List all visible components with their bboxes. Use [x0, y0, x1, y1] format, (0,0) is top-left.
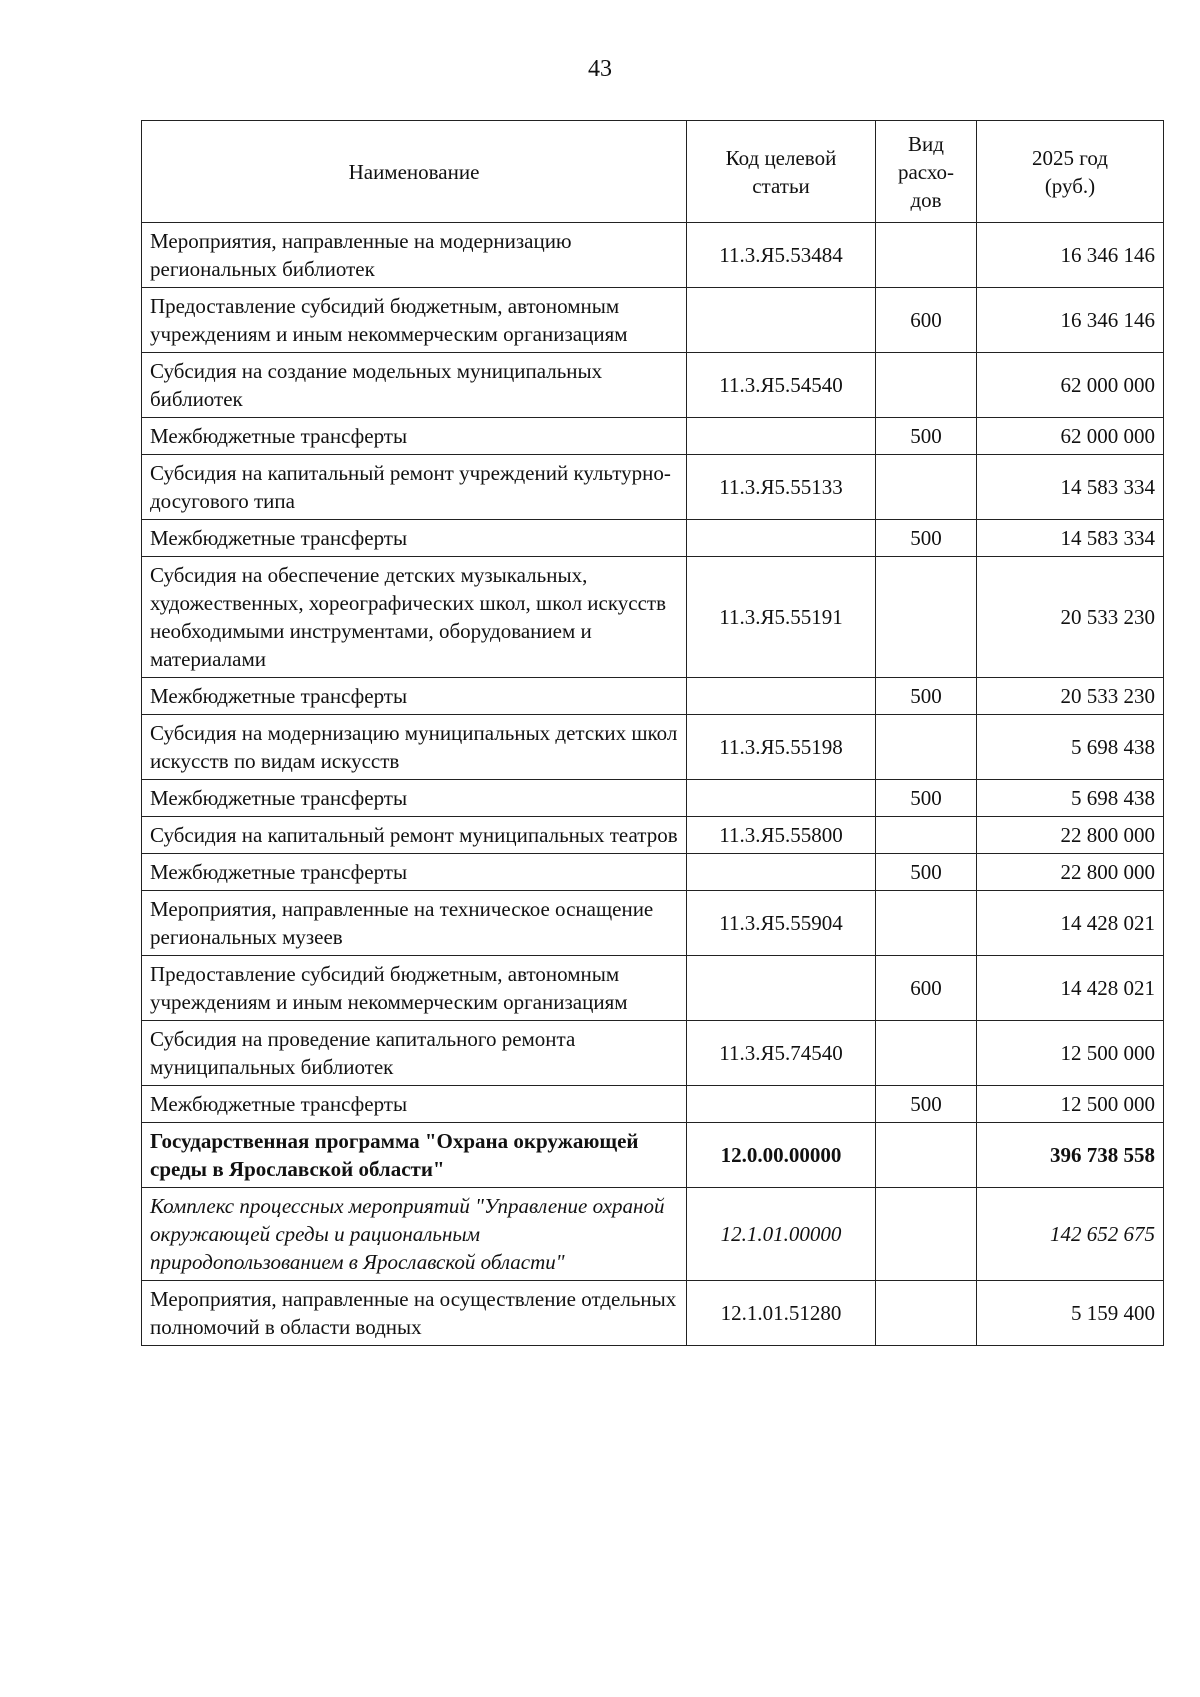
cell-amount: 14 428 021	[977, 891, 1164, 956]
cell-name: Межбюджетные трансферты	[142, 854, 687, 891]
cell-code: 12.1.01.51280	[687, 1281, 876, 1346]
cell-code	[687, 1086, 876, 1123]
cell-name: Межбюджетные трансферты	[142, 418, 687, 455]
cell-kind	[876, 1021, 977, 1086]
cell-name: Предоставление субсидий бюджетным, автономным учреждениям и иным некоммерческим организациям	[142, 288, 687, 353]
cell-name: Межбюджетные трансферты	[142, 1086, 687, 1123]
cell-kind	[876, 817, 977, 854]
header-amount	[977, 121, 1164, 223]
cell-amount: 142 652 675	[977, 1188, 1164, 1281]
table-row	[142, 1188, 1164, 1281]
cell-kind	[876, 455, 977, 520]
table-row	[142, 854, 1164, 891]
table-row	[142, 891, 1164, 956]
cell-kind	[876, 1281, 977, 1346]
cell-name: Мероприятия, направленные на техническое оснащение региональных музеев	[142, 891, 687, 956]
cell-code	[687, 418, 876, 455]
cell-code: 11.3.Я5.55133	[687, 455, 876, 520]
table-row	[142, 1086, 1164, 1123]
cell-code: 11.3.Я5.54540	[687, 353, 876, 418]
cell-name: Межбюджетные трансферты	[142, 678, 687, 715]
cell-amount: 16 346 146	[977, 223, 1164, 288]
cell-kind: 500	[876, 780, 977, 817]
cell-name: Мероприятия, направленные на модернизацию региональных библиотек	[142, 223, 687, 288]
cell-code: 11.3.Я5.53484	[687, 223, 876, 288]
cell-code	[687, 520, 876, 557]
table-row	[142, 288, 1164, 353]
header-name-label: Наименование	[348, 159, 480, 184]
cell-amount: 22 800 000	[977, 854, 1164, 891]
cell-code: 11.3.Я5.74540	[687, 1021, 876, 1086]
header-code	[687, 121, 876, 223]
header-amount-line1: 2025 год	[1032, 145, 1108, 170]
cell-amount: 62 000 000	[977, 418, 1164, 455]
table-header-row	[142, 121, 1164, 223]
cell-name: Субсидия на обеспечение детских музыкальных, художественных, хореографических школ, школ искусств необходимыми инструментами, оборудованием и материалами	[142, 557, 687, 678]
cell-amount: 5 159 400	[977, 1281, 1164, 1346]
cell-code	[687, 780, 876, 817]
cell-kind	[876, 1188, 977, 1281]
table-body	[142, 223, 1164, 1346]
cell-code: 11.3.Я5.55191	[687, 557, 876, 678]
budget-table	[141, 120, 1164, 1346]
cell-kind: 500	[876, 418, 977, 455]
cell-amount: 14 583 334	[977, 455, 1164, 520]
cell-code: 12.0.00.00000	[687, 1123, 876, 1188]
table-row	[142, 956, 1164, 1021]
cell-kind: 500	[876, 1086, 977, 1123]
cell-kind	[876, 891, 977, 956]
cell-name: Предоставление субсидий бюджетным, автономным учреждениям и иным некоммерческим организациям	[142, 956, 687, 1021]
cell-kind	[876, 223, 977, 288]
cell-name: Субсидия на проведение капитального ремонта муниципальных библиотек	[142, 1021, 687, 1086]
cell-amount: 12 500 000	[977, 1086, 1164, 1123]
cell-amount: 5 698 438	[977, 780, 1164, 817]
cell-name: Субсидия на создание модельных муниципальных библиотек	[142, 353, 687, 418]
header-code-line2: статьи	[752, 173, 810, 198]
table-row	[142, 353, 1164, 418]
cell-code	[687, 854, 876, 891]
cell-kind	[876, 715, 977, 780]
page-number: 43	[588, 56, 612, 82]
cell-amount: 16 346 146	[977, 288, 1164, 353]
table-row	[142, 223, 1164, 288]
table-row	[142, 678, 1164, 715]
table-row	[142, 455, 1164, 520]
cell-code	[687, 678, 876, 715]
cell-name: Субсидия на капитальный ремонт муниципальных театров	[142, 817, 687, 854]
cell-amount: 396 738 558	[977, 1123, 1164, 1188]
cell-amount: 14 583 334	[977, 520, 1164, 557]
cell-kind: 500	[876, 678, 977, 715]
cell-code	[687, 288, 876, 353]
cell-amount: 20 533 230	[977, 678, 1164, 715]
cell-name: Государственная программа "Охрана окружающей среды в Ярославской области"	[142, 1123, 687, 1188]
header-kind-line3: дов	[910, 187, 942, 212]
cell-code	[687, 956, 876, 1021]
cell-kind: 600	[876, 956, 977, 1021]
cell-kind	[876, 353, 977, 418]
table-row	[142, 1021, 1164, 1086]
table-row	[142, 1123, 1164, 1188]
cell-name: Субсидия на капитальный ремонт учреждений культурно-досугового типа	[142, 455, 687, 520]
cell-code: 11.3.Я5.55904	[687, 891, 876, 956]
header-code-line1: Код целевой	[725, 145, 837, 170]
table-row	[142, 520, 1164, 557]
header-kind-line1: Вид	[908, 131, 944, 156]
header-kind	[876, 121, 977, 223]
cell-kind: 600	[876, 288, 977, 353]
cell-amount: 12 500 000	[977, 1021, 1164, 1086]
header-kind-line2: расхо-	[897, 159, 955, 184]
cell-amount: 22 800 000	[977, 817, 1164, 854]
cell-amount: 5 698 438	[977, 715, 1164, 780]
table-row	[142, 817, 1164, 854]
header-name	[142, 121, 687, 223]
header-amount-line2: (руб.)	[1044, 173, 1096, 198]
cell-code: 11.3.Я5.55198	[687, 715, 876, 780]
cell-kind	[876, 1123, 977, 1188]
cell-name: Мероприятия, направленные на осуществление отдельных полномочий в области водных	[142, 1281, 687, 1346]
cell-name: Межбюджетные трансферты	[142, 780, 687, 817]
table-row	[142, 780, 1164, 817]
cell-name: Межбюджетные трансферты	[142, 520, 687, 557]
cell-kind	[876, 557, 977, 678]
cell-name: Субсидия на модернизацию муниципальных детских школ искусств по видам искусств	[142, 715, 687, 780]
table-row	[142, 557, 1164, 678]
cell-amount: 62 000 000	[977, 353, 1164, 418]
table-row	[142, 715, 1164, 780]
cell-kind: 500	[876, 854, 977, 891]
cell-amount: 20 533 230	[977, 557, 1164, 678]
cell-name: Комплекс процессных мероприятий "Управление охраной окружающей среды и рациональным природопользованием в Ярославской области"	[142, 1188, 687, 1281]
cell-amount: 14 428 021	[977, 956, 1164, 1021]
table-row	[142, 418, 1164, 455]
cell-code: 12.1.01.00000	[687, 1188, 876, 1281]
cell-code: 11.3.Я5.55800	[687, 817, 876, 854]
table-row	[142, 1281, 1164, 1346]
cell-kind: 500	[876, 520, 977, 557]
